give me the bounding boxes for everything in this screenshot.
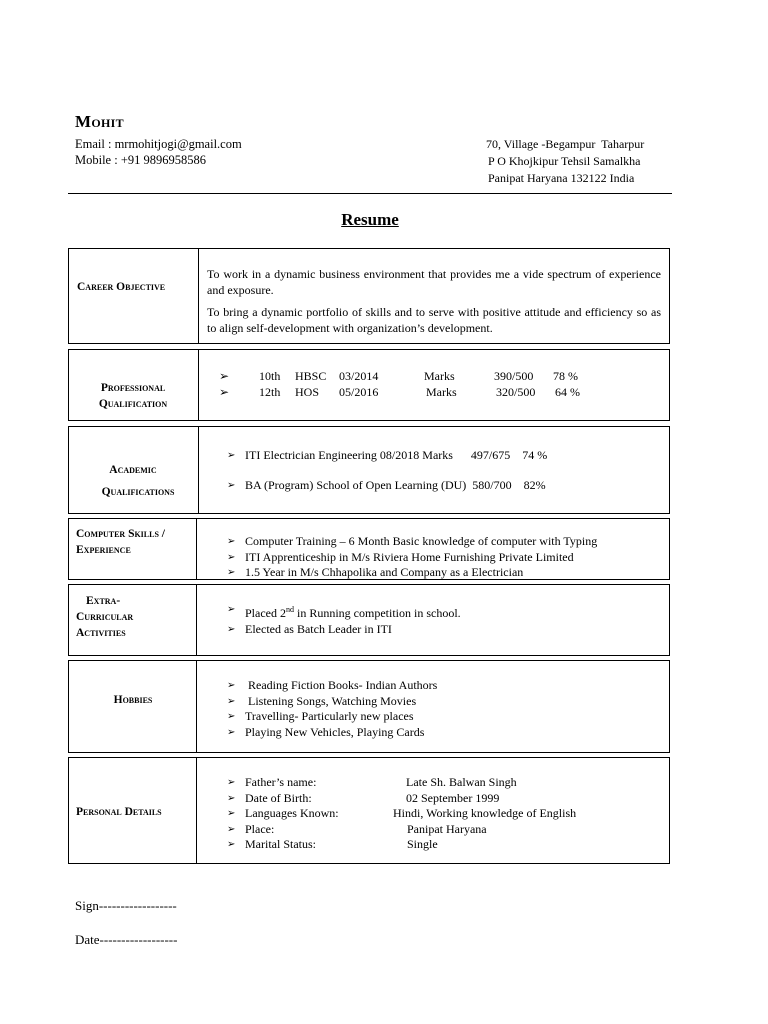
label-line: Computer Skills / [76, 528, 165, 540]
date: 05/2016 [339, 385, 379, 399]
list-item: ➢ Computer Training – 6 Month Basic knowledge of computer with Typing [225, 534, 661, 550]
list-item [225, 602, 661, 622]
grade: 10th [259, 369, 281, 383]
address-line: 70, Village -Begampur Taharpur [486, 137, 645, 151]
detail-key: Father’s name: [245, 775, 317, 789]
section-extra-curricular [68, 584, 670, 656]
detail-key: Marital Status: [245, 837, 316, 851]
bullet-icon: ➢ [219, 369, 230, 383]
board: HBSC [295, 369, 327, 383]
detail-key: Place: [245, 821, 275, 836]
label-line: Qualifications [101, 486, 175, 498]
address-line: P O Khojkipur Tehsil Samalkha [488, 154, 641, 168]
signature-line: Sign------------------ [75, 898, 177, 913]
detail-value: Hindi, Working knowledge of English [393, 806, 577, 820]
percent: 64 % [555, 385, 580, 399]
label-line: Activities [76, 627, 126, 639]
column-divider [198, 249, 199, 343]
list-item: ➢ ITI Electrician Engineering 08/2018 Marks 497/675 74 % [225, 448, 661, 464]
detail-value: Panipat Haryana [407, 821, 487, 836]
section-content [207, 267, 661, 336]
detail-row [225, 791, 661, 807]
postal-address [486, 136, 644, 187]
section-career-objective [68, 248, 670, 344]
detail-row [225, 837, 661, 853]
section-personal-details [68, 757, 670, 864]
section-label: Hobbies [113, 694, 153, 706]
address-line: Panipat Haryana 132122 India [488, 171, 635, 185]
qualification-row [219, 369, 661, 385]
document-title: Resume [341, 210, 399, 229]
label-line: Academic [109, 464, 157, 476]
label-line: Extra- [86, 595, 121, 607]
bullet-icon: ➢ [219, 385, 230, 399]
detail-value: Late Sh. Balwan Singh [406, 775, 517, 789]
marks-label: Marks [424, 369, 455, 383]
marks: 390/500 [494, 369, 534, 383]
section-content [225, 775, 661, 853]
section-academic-qualifications [68, 426, 670, 514]
mobile-text: Mobile : +91 9896958586 [75, 153, 207, 167]
superscript: nd [286, 605, 294, 614]
list-item: ➢ Playing New Vehicles, Playing Cards [225, 725, 661, 741]
detail-key: Date of Birth: [245, 790, 312, 805]
section-label [69, 459, 197, 503]
label-line: Professional [100, 382, 166, 394]
date-line: Date------------------ [75, 932, 178, 947]
bullet-icon: ➢ [227, 792, 236, 804]
list-item: ➢ Travelling- Particularly new places [225, 709, 661, 725]
contact-info [75, 136, 242, 168]
detail-value: 02 September 1999 [406, 790, 500, 805]
list-item: ➢ Reading Fiction Books- Indian Authors [225, 678, 661, 694]
list-item: ➢ 1.5 Year in M/s Chhapolika and Company as a Electrician [225, 565, 661, 581]
label-line: Curricular [76, 611, 134, 623]
list-item: ➢ Listening Songs, Watching Movies [225, 694, 661, 710]
objective-paragraph: To bring a dynamic portfolio of skills and to serve with positive attitude and efficiency so as to align self-development with organization’s development. [207, 305, 661, 335]
section-label [76, 593, 204, 641]
label-line: Qualification [98, 398, 168, 410]
section-content [225, 534, 661, 581]
board: HOS [295, 385, 320, 399]
section-label [76, 526, 204, 558]
qualification-row [219, 385, 661, 401]
column-divider [198, 350, 199, 420]
marks: 320/500 [496, 385, 536, 399]
label-line: Experience [76, 544, 131, 556]
section-hobbies [68, 660, 670, 753]
candidate-name: Mohit [75, 112, 124, 131]
section-content [225, 448, 661, 493]
bullet-icon: ➢ [227, 823, 236, 835]
header-divider [68, 193, 672, 194]
email-text: Email : mrmohitjogi@gmail.com [75, 137, 242, 151]
list-item: ➢ ITI Apprenticeship in M/s Riviera Home Furnishing Private Limited [225, 550, 661, 566]
section-content [219, 369, 661, 401]
bullet-icon: ➢ [227, 777, 236, 788]
section-professional-qualification [68, 349, 670, 421]
grade: 12th [259, 385, 281, 399]
section-content [225, 678, 661, 740]
percent: 78 % [553, 369, 578, 383]
detail-value: Single [407, 837, 438, 851]
detail-row [225, 806, 661, 822]
marks-label: Marks [426, 385, 457, 399]
bullet-icon: ➢ [227, 808, 236, 819]
list-item: ➢ BA (Program) School of Open Learning (DU) 580/700 82% [225, 478, 661, 494]
list-item: ➢ Elected as Batch Leader in ITI [225, 622, 661, 638]
objective-paragraph: To work in a dynamic business environment that provides me a vide spectrum of experience and exposure. [207, 267, 661, 297]
section-label: Personal Details [76, 806, 162, 818]
section-content [225, 602, 661, 637]
date: 03/2014 [339, 369, 379, 383]
item-text: Placed 2 [245, 606, 286, 620]
bullet-icon: ➢ [227, 839, 236, 850]
section-computer-skills [68, 518, 670, 580]
section-label [69, 380, 197, 412]
detail-key: Languages Known: [245, 806, 339, 820]
detail-row [225, 822, 661, 838]
column-divider [198, 427, 199, 513]
detail-row [225, 775, 661, 791]
item-text: in Running competition in school. [294, 606, 461, 620]
section-label: Career Objective [77, 281, 166, 293]
